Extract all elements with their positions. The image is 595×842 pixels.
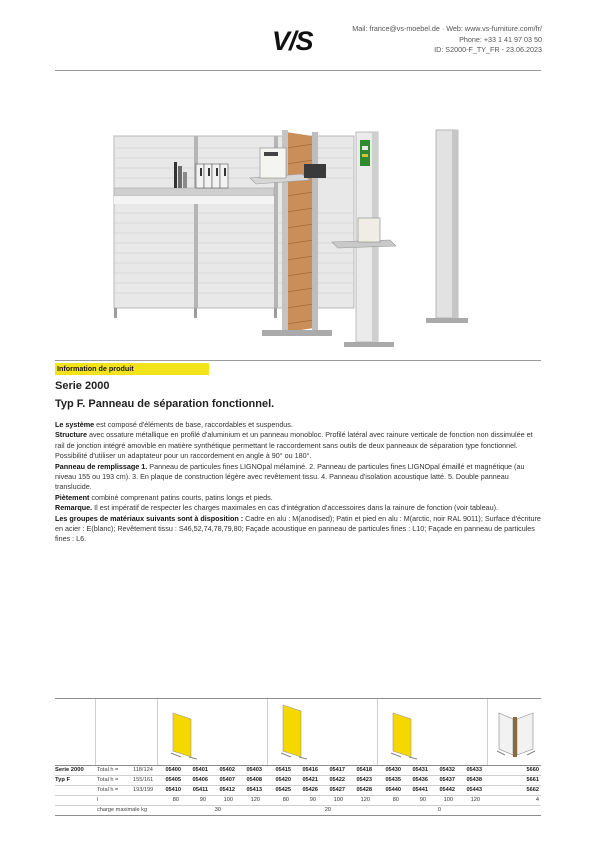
article-code: 05430: [385, 767, 401, 773]
article-code: 05403: [246, 767, 262, 773]
width-value: 100: [223, 797, 233, 803]
contact-phone: Phone: +33 1 41 97 03 50: [459, 34, 542, 44]
row-label: Total h =: [97, 777, 119, 783]
width-value: 90: [199, 797, 206, 803]
column-divider: [377, 699, 378, 765]
row-range: 155/161: [133, 777, 154, 783]
article-code: 05443: [466, 787, 482, 793]
section-rule: [55, 360, 541, 361]
article-code: 05428: [356, 787, 372, 793]
article-code: 05422: [329, 777, 345, 783]
article-code: 05405: [165, 777, 181, 783]
article-code: 5661: [526, 777, 539, 783]
panel-icon-1: [167, 709, 201, 761]
article-code: 05413: [246, 787, 262, 793]
column-divider: [267, 699, 268, 765]
article-code: 05417: [329, 767, 345, 773]
column-divider: [487, 699, 488, 765]
article-code: 05436: [412, 777, 428, 783]
article-code: 05442: [439, 787, 455, 793]
corner-connector-icon: [495, 705, 537, 761]
description-paragraph: [55, 503, 541, 513]
table-row: [55, 765, 541, 775]
document-id: ID: S2000-F_TY_FR - 23.06.2023: [434, 45, 542, 54]
article-code: 05421: [302, 777, 318, 783]
article-code: 05412: [219, 787, 235, 793]
table-row: [55, 785, 541, 795]
width-value: 120: [250, 797, 260, 803]
article-code: 05416: [302, 767, 318, 773]
column-divider: [95, 699, 96, 765]
load-value: 0: [437, 807, 441, 813]
width-value: 120: [360, 797, 370, 803]
description-paragraph: [55, 430, 541, 461]
article-code: 05408: [246, 777, 262, 783]
table-row: [55, 775, 541, 785]
width-value: 4: [535, 797, 539, 803]
width-value: 80: [172, 797, 179, 803]
article-code: 5662: [526, 787, 539, 793]
vs-logo: V/S: [272, 26, 313, 56]
table-image-row: [55, 698, 541, 765]
article-code: 05420: [275, 777, 291, 783]
load-label: charge maximale kg: [97, 807, 148, 813]
description-lead: Remarque.: [55, 503, 93, 513]
column-divider: [157, 699, 158, 765]
article-code: 05402: [219, 767, 235, 773]
description-text: Cadre en alu : M(anodised); Patin et pied en alu : M(arctic, noir RAL 9011); Surface d'écriture en acier : E(blanc); Revêtement tissu : S46,52,74,78,79,80; Façade acoustique en panneau de particules fines : L10; Façade en panneau de particules fines : L6.: [55, 513, 541, 544]
article-code: 05435: [385, 777, 401, 783]
load-value: 30: [214, 807, 221, 813]
article-code: 05432: [439, 767, 455, 773]
article-code: 05433: [466, 767, 482, 773]
article-code: 05418: [356, 767, 372, 773]
description-text: combiné comprenant patins courts, patins longs et pieds.: [89, 492, 273, 502]
description-paragraph: [55, 420, 541, 430]
width-value: 90: [309, 797, 316, 803]
contact-mail: Mail: france@vs-moebel.de · Web: www.vs-furniture.com/fr/: [352, 24, 542, 33]
article-code: 05400: [165, 767, 181, 773]
description-lead: Structure: [55, 430, 87, 440]
width-value: 90: [419, 797, 426, 803]
width-label: l: [97, 797, 99, 803]
description-lead: Les groupes de matériaux suivants sont à disposition :: [55, 513, 244, 523]
article-code: 05406: [192, 777, 208, 783]
article-code: 05426: [302, 787, 318, 793]
description-text: Il est impératif de respecter les charges maximales en cas d'intégration d'accessoires dans la rainure de fonction (voir tableau).: [92, 503, 499, 513]
description-lead: Le système: [55, 420, 95, 429]
row-range: 118/124: [133, 767, 153, 773]
article-code: 05431: [412, 767, 428, 773]
article-table: [55, 698, 541, 816]
description-paragraph: [55, 514, 541, 545]
article-code: 05407: [219, 777, 235, 783]
article-code: 05437: [439, 777, 455, 783]
row-label: Total h =: [97, 767, 119, 773]
article-code: 05438: [466, 777, 482, 783]
page-title: Serie 2000: [55, 380, 110, 392]
width-value: 80: [282, 797, 289, 803]
description-paragraph: [55, 493, 541, 503]
description-text: avec ossature métallique en profilé d'aluminium et un panneau monobloc. Profilé latéral avec rainure verticale de fonction non dissimulée et rail de jonction intégré amovible en matière synthétique permettant le raccordement sans outils de deux panneaux de séparation type fonctionnel. Possibilité d'utiliser un adaptateur pour un raccordement en angle à 90° ou 180°.: [55, 430, 533, 461]
article-code: 05440: [385, 787, 401, 793]
width-value: 80: [392, 797, 399, 803]
width-value: 100: [443, 797, 453, 803]
page-subtitle: Typ F. Panneau de séparation fonctionnel.: [55, 398, 275, 410]
description: [55, 420, 541, 545]
description-text: est composé d'éléments de base, raccordables et suspendus.: [94, 420, 293, 429]
product-photo: [100, 118, 495, 353]
panel-icon-2: [277, 703, 311, 761]
article-code: 05401: [192, 767, 208, 773]
description-paragraph: [55, 462, 541, 493]
description-lead: Piètement: [55, 492, 90, 502]
article-code: 05410: [165, 787, 181, 793]
article-code: 05441: [412, 787, 428, 793]
info-label: Information de produit: [55, 363, 209, 375]
panel-icon-3: [387, 709, 421, 761]
row-label: Total h =: [97, 787, 119, 793]
contact-block: [352, 24, 542, 56]
article-code: 05427: [329, 787, 345, 793]
series-label: Serie 2000: [55, 767, 84, 773]
article-code: 05415: [275, 767, 291, 773]
width-value: 120: [470, 797, 480, 803]
description-text: Panneau de particules fines LIGNOpal mélaminé. 2. Panneau de particules fines LIGNOpal émaillé et magnétique (au niveau 155 ou 193 cm). 3. En plaque de construction légère avec revêtement tissu. 4. Panneau d'isolation acoustique latté. 5. Double panneau translucide.: [55, 461, 525, 492]
type-label: Typ F: [55, 777, 71, 783]
article-code: 05411: [192, 787, 208, 793]
load-value: 20: [324, 807, 331, 813]
row-range: 193/199: [133, 787, 154, 793]
article-code: 5660: [526, 767, 539, 773]
header-rule: [55, 70, 541, 71]
table-row: [55, 795, 541, 805]
article-code: 05423: [356, 777, 372, 783]
description-lead: Panneau de remplissage 1.: [55, 461, 148, 471]
width-value: 100: [333, 797, 343, 803]
table-row: [55, 805, 541, 816]
article-code: 05425: [275, 787, 291, 793]
